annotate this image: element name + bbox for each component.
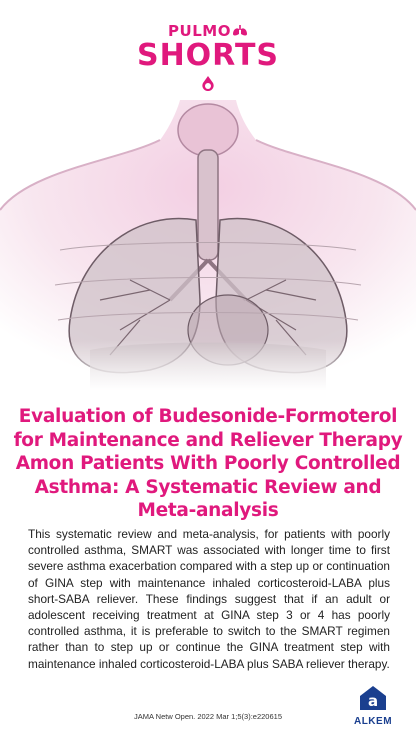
summary-paragraph: This systematic review and meta-analysis, for patients with poorly controlled asthma, SMART was associated with longer time to first severe asthma exacerbation compared with a step up or continuation of GINA step with maintenance inhaled corticosteroid-LABA plus short-SABA reliever. These findings suggest that if an adult or adolescent receiving treatment at GINA step 3 or 4 has poorly controlled asthma, it is preferable to switch to the SMART regimen rather than to step up or continue the GINA treatment step with maintenance inhaled corticosteroid-LABA plus SABA reliever therapy. [28,527,390,671]
brand-shorts-text: SHORTS [136,38,280,73]
sponsor-logo [345,686,401,727]
lungs-anatomy-illustration [0,100,416,390]
header [0,0,416,100]
hero-illustration [0,100,416,390]
lungs-icon [232,24,248,37]
citation: JAMA Netw Open. 2022 Mar 1;5(3):e220615 [133,712,282,721]
brand-pulmo-text: PULMO [168,22,231,40]
brand-shorts [0,38,416,73]
alkem-logo-icon [360,686,386,710]
svg-text:a: a [367,692,379,710]
drop-icon [199,76,217,94]
sponsor-name: ALKEM [353,716,393,727]
article-title: Evaluation of Budesonide-Formoterol for Maintenance and Reliever Therapy Amon Patients With Poorly Controlled Asthma: A Systematic Review and Meta-analysis [13,406,403,521]
